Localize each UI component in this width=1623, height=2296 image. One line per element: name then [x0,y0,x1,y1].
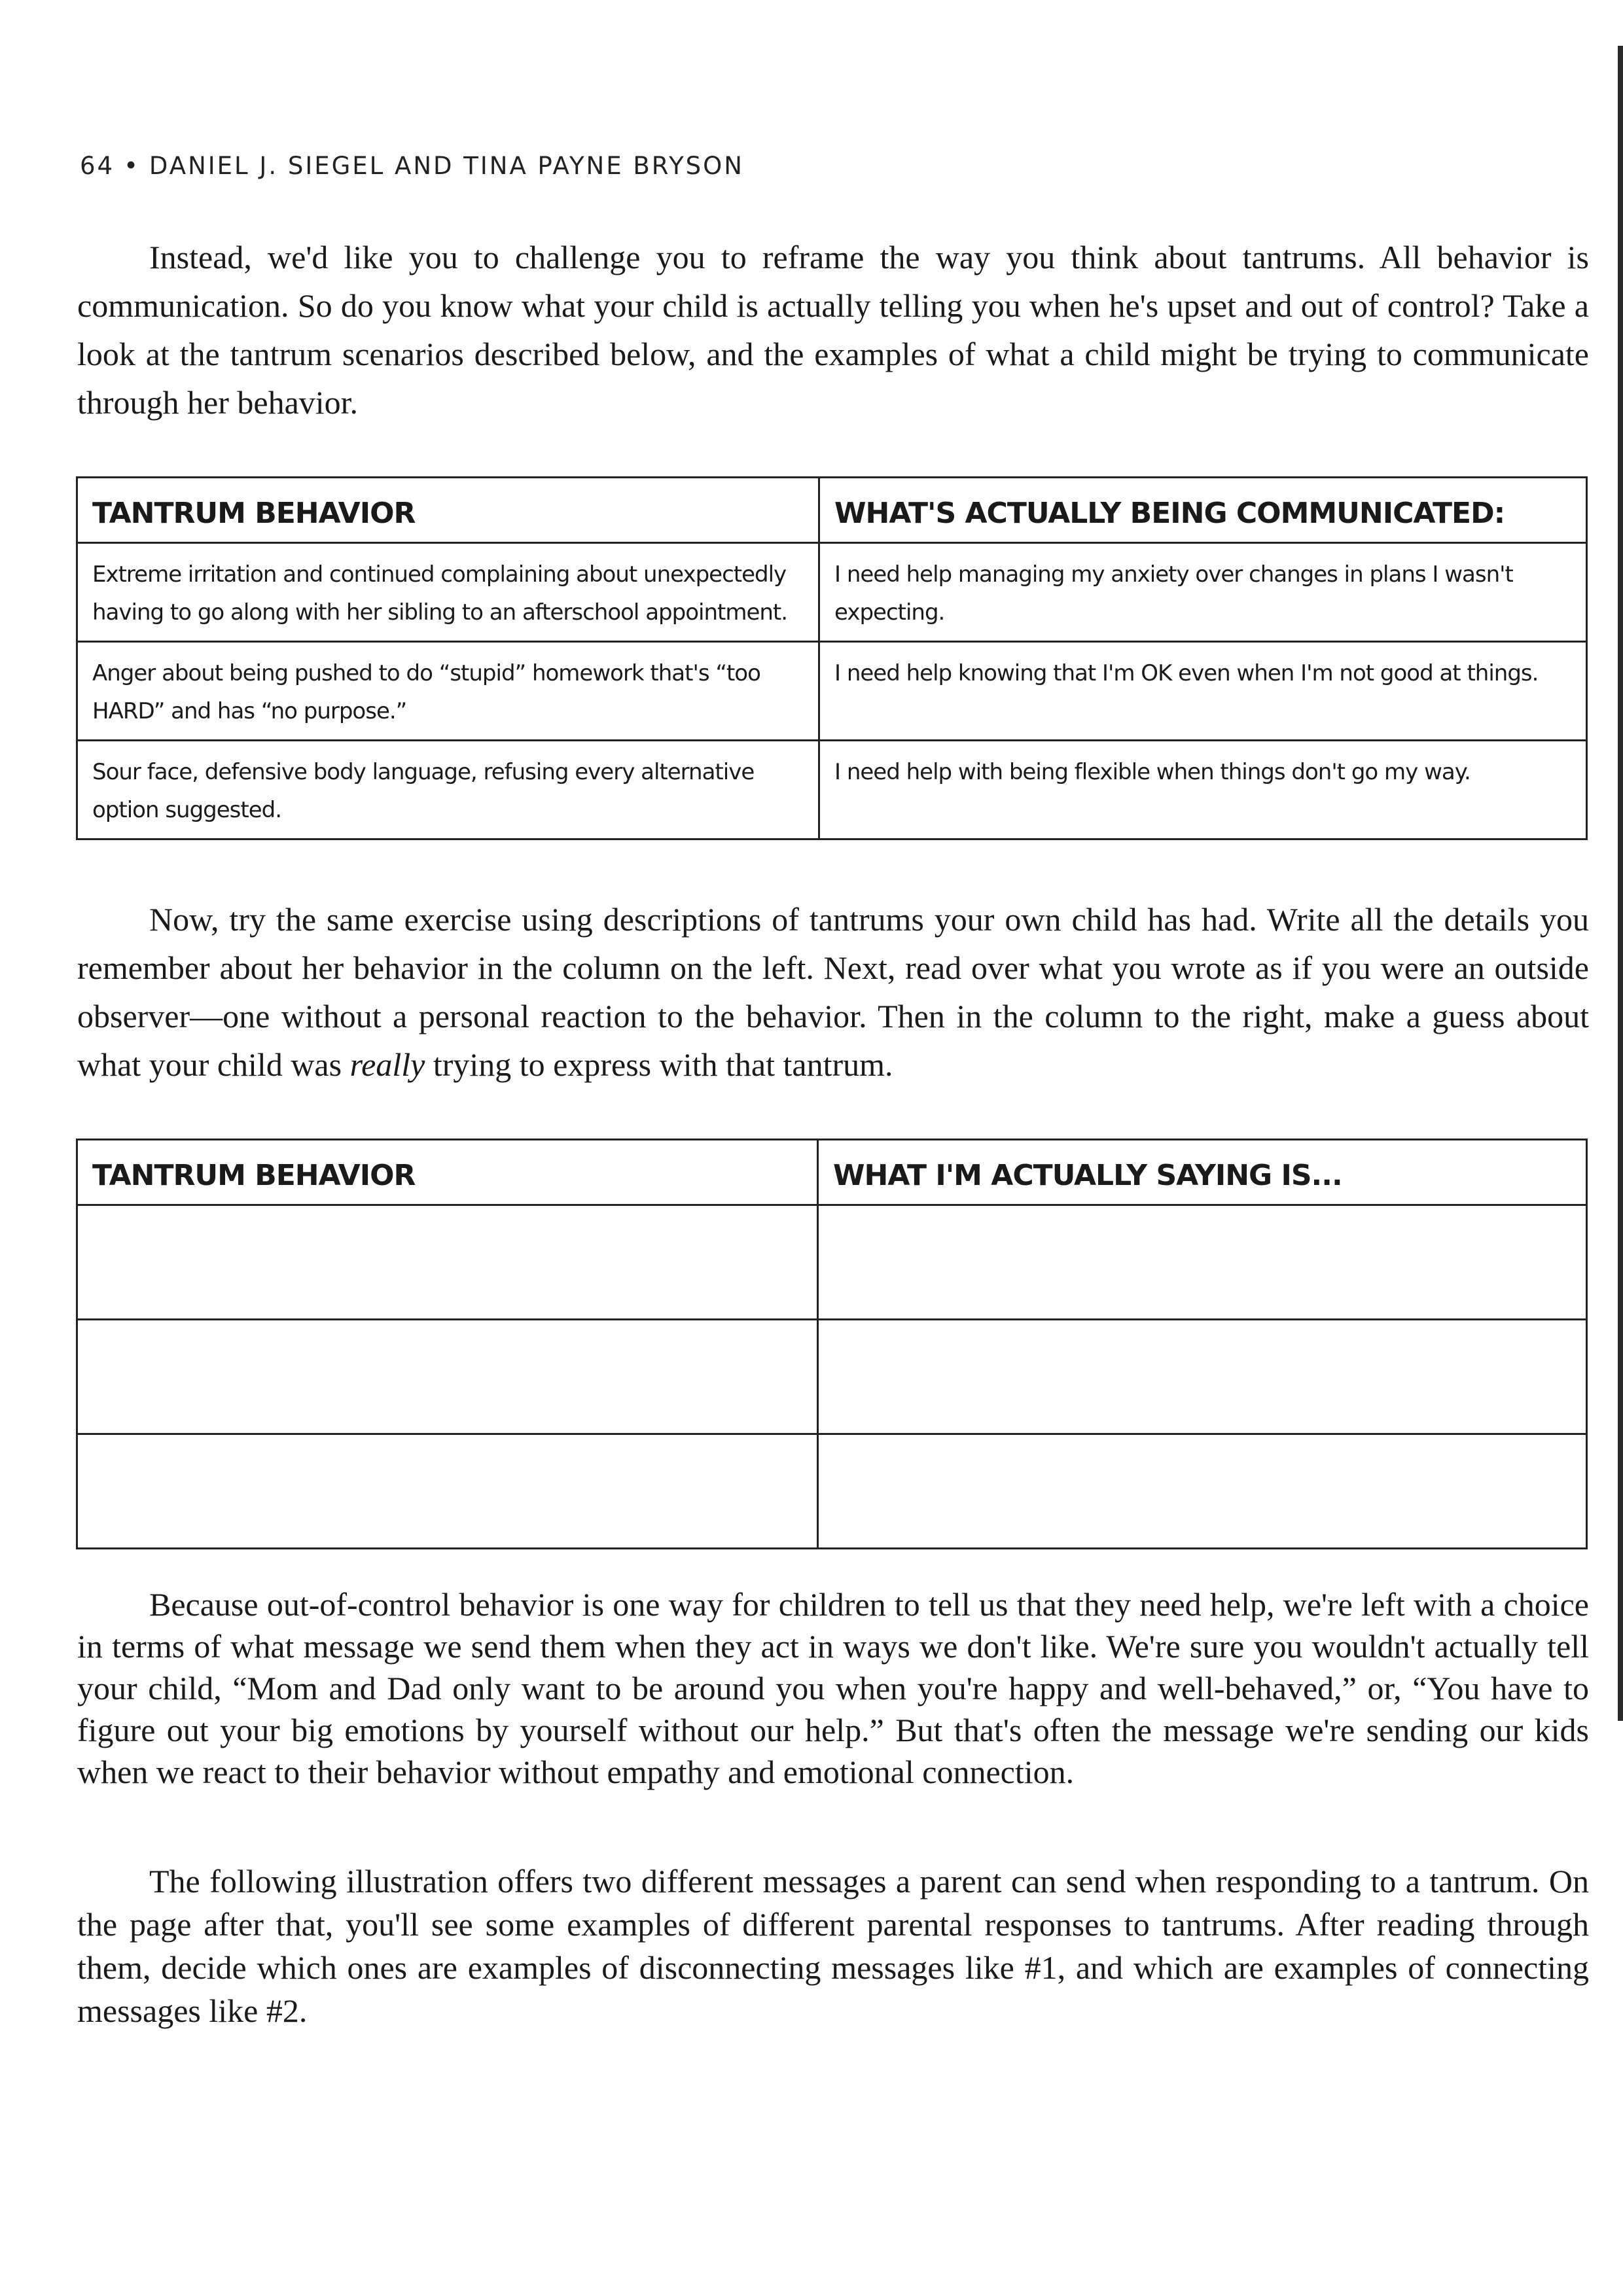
exercise-emphasis: really [349,1046,425,1083]
intro-paragraph [77,233,1589,427]
example-header-communicated: WHAT'S ACTUALLY BEING COMMUNICATED: [819,478,1587,543]
table-row [77,1320,1587,1434]
example-meaning-cell: I need help with being flexible when things don't go my way. [819,741,1587,839]
exercise-text-after: trying to express with that tantrum. [425,1046,893,1083]
worksheet-blank-cell[interactable] [77,1205,818,1320]
worksheet-blank-cell[interactable] [818,1205,1587,1320]
example-table [76,476,1588,840]
table-row [77,642,1587,741]
page-number: 64 [80,152,115,180]
worksheet-blank-cell[interactable] [818,1320,1587,1434]
example-behavior-cell: Anger about being pushed to do “stupid” homework that's “too HARD” and has “no purpose.” [77,642,819,741]
choice-paragraph-text: Because out-of-control behavior is one way for children to tell us that they need help, we're left with a choice in terms of what message we send them when they act in ways we don't like. We're sure you wouldn't actually tell your child, “Mom and Dad only want to be around you when you're happy and well-behaved,” or, “You have to figure out your big emotions by yourself without our help.” But that's often the message we're sending our kids when we react to their behavior without empathy and emotional connection. [77,1586,1589,1790]
table-row [77,543,1587,642]
example-table-header-row [77,478,1587,543]
worksheet-table [76,1139,1588,1549]
worksheet-blank-cell[interactable] [77,1320,818,1434]
running-header [80,152,744,180]
table-row [77,1434,1587,1549]
example-meaning-cell: I need help managing my anxiety over changes in plans I wasn't expecting. [819,543,1587,642]
intro-paragraph-text: Instead, we'd like you to challenge you to reframe the way you think about tantrums. All behavior is communication. So do you know what your child is actually telling you when he's upset and out of control? Take a look at the tantrum scenarios described below, and the examples of what a child might be trying to communicate through her behavior. [77,239,1589,421]
exercise-paragraph [77,895,1589,1089]
example-meaning-cell: I need help knowing that I'm OK even when I'm not good at things. [819,642,1587,741]
worksheet-header-behavior: TANTRUM BEHAVIOR [77,1140,818,1205]
exercise-text-before: Now, try the same exercise using descriptions of tantrums your own child has had. Write all the details you remember about her behavior in the column on the left. Next, read over what you wrote as if you were an outside observer—one without a personal reaction to the behavior. Then in the column to the right, make a guess about what your child was [77,901,1589,1083]
example-behavior-cell: Extreme irritation and continued complaining about unexpectedly having to go along with her sibling to an afterschool appointment. [77,543,819,642]
header-separator: • [124,152,140,180]
choice-paragraph [77,1583,1589,1793]
table-row [77,1205,1587,1320]
worksheet-header-saying: WHAT I'M ACTUALLY SAYING IS... [818,1140,1587,1205]
header-authors: DANIEL J. SIEGEL AND TINA PAYNE BRYSON [149,152,744,180]
illustration-paragraph-text: The following illustration offers two different messages a parent can send when responding to a tantrum. On the page after that, you'll see some examples of different parental responses to tantrums. After reading through them, decide which ones are examples of disconnecting messages like #1, and which are examples of connecting messages like #2. [77,1863,1589,2029]
worksheet-blank-cell[interactable] [77,1434,818,1549]
worksheet-table-header-row [77,1140,1587,1205]
table-row [77,741,1587,839]
example-behavior-cell: Sour face, defensive body language, refusing every alternative option suggested. [77,741,819,839]
page-edge [1618,46,1623,1721]
illustration-paragraph [77,1860,1589,2032]
example-header-behavior: TANTRUM BEHAVIOR [77,478,819,543]
worksheet-blank-cell[interactable] [818,1434,1587,1549]
